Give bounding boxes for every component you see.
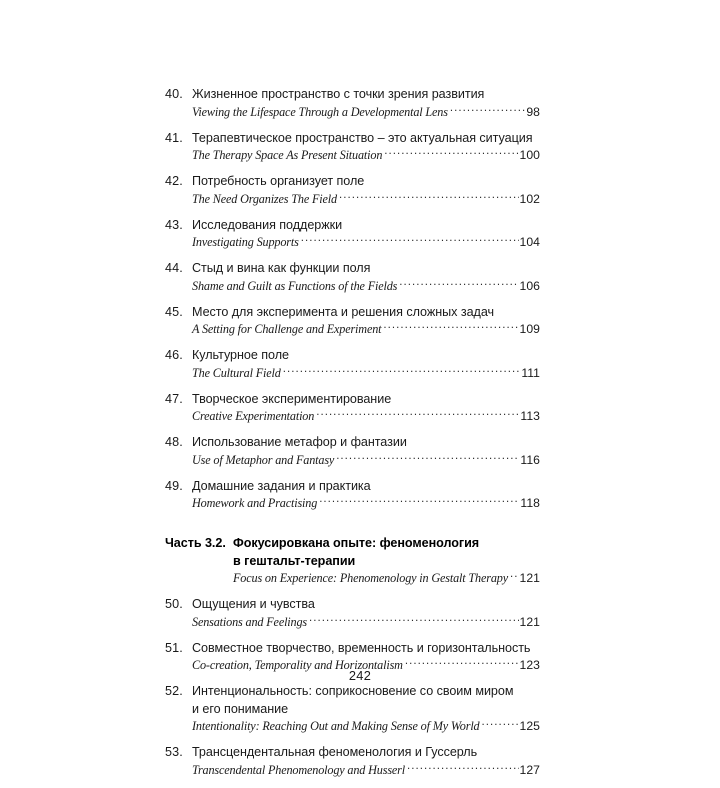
entry-number: 49. — [165, 478, 183, 493]
entry-title-en: Use of Metaphor and Fantasy — [192, 452, 335, 467]
entry-page-number[interactable]: 116 — [520, 452, 540, 467]
toc-entry[interactable] — [165, 683, 540, 735]
toc-entry[interactable] — [165, 744, 540, 779]
entry-title-en: The Therapy Space As Present Situation — [192, 148, 383, 162]
toc-entry[interactable] — [165, 596, 540, 631]
part-title-ru-line2: в гештальт-терапии — [233, 554, 356, 568]
dot-leader — [383, 322, 518, 333]
entry-page-number[interactable]: 121 — [519, 614, 540, 629]
entry-title-en: Intentionality: Reaching Out and Making Sense of My World — [192, 719, 480, 733]
toc-entry[interactable] — [165, 217, 540, 252]
dot-leader — [283, 366, 521, 377]
entry-body — [192, 596, 540, 631]
entry-title-en: A Setting for Challenge and Experiment — [192, 322, 382, 336]
entry-title-en: Shame and Guilt as Functions of the Fields — [192, 278, 398, 293]
entry-page-number[interactable]: 102 — [519, 191, 540, 206]
page-folio: 242 — [348, 668, 372, 683]
entry-title-ru: Жизненное пространство с точки зрения развития — [192, 87, 485, 101]
part-leader-row — [233, 570, 540, 587]
toc-entry[interactable] — [165, 173, 540, 208]
entry-title-en: Viewing the Lifespace Through a Developmental Lens — [192, 104, 448, 119]
dot-leader — [407, 763, 519, 774]
entry-body — [192, 86, 540, 121]
entry-title-ru-line2: и его понимание — [192, 701, 289, 716]
toc-entry[interactable] — [165, 304, 540, 339]
entry-number: 46. — [165, 348, 183, 362]
entry-leader-row — [192, 614, 540, 631]
entry-body — [192, 744, 540, 779]
entry-body — [192, 683, 540, 735]
entry-title-ru: Исследования поддержки — [192, 217, 343, 232]
toc-entry[interactable] — [165, 391, 540, 426]
entry-page-number[interactable]: 127 — [519, 762, 540, 777]
entry-title-ru-line1: Интенциональность: соприкосновение со своим миром — [192, 684, 514, 698]
entry-title-ru: Трансцендентальная феноменология и Гуссерль — [192, 745, 478, 759]
entry-leader-row — [192, 718, 540, 735]
entry-body — [192, 173, 540, 208]
entry-title-ru: Домашние задания и практика — [192, 478, 371, 493]
entry-number: 42. — [165, 174, 183, 188]
entry-leader-row — [192, 104, 540, 121]
entry-number: 48. — [165, 435, 183, 449]
entry-body — [192, 391, 540, 426]
entry-title-en: Transcendental Phenomenology and Husserl — [192, 762, 406, 777]
entry-title-ru: Терапевтическое пространство – это актуальная ситуация — [192, 130, 533, 145]
entry-title-en: Creative Experimentation — [192, 409, 315, 423]
entry-body — [192, 130, 540, 165]
part-page-number[interactable]: 121 — [519, 571, 540, 585]
entry-leader-row — [192, 278, 540, 295]
entry-page-number[interactable]: 125 — [519, 719, 540, 733]
entry-leader-row — [192, 147, 540, 164]
entry-number: 50. — [165, 597, 183, 611]
entry-page-number[interactable]: 100 — [519, 148, 540, 162]
entry-body — [192, 434, 540, 469]
entry-body — [192, 217, 540, 252]
entry-title-ru: Стыд и вина как функции поля — [192, 261, 371, 275]
entry-number: 52. — [165, 684, 183, 698]
dot-leader — [450, 105, 525, 116]
dot-leader — [319, 496, 519, 507]
entry-title-en: Sensations and Feelings — [192, 614, 308, 629]
entry-number: 41. — [165, 130, 183, 145]
entry-title-ru: Место для эксперимента и решения сложных задач — [192, 304, 495, 319]
entry-page-number[interactable]: 111 — [521, 365, 540, 380]
entry-number: 45. — [165, 304, 183, 319]
entry-title-en: Investigating Supports — [192, 235, 299, 249]
entry-leader-row — [192, 234, 540, 251]
dot-leader — [301, 235, 519, 246]
entry-title-en: The Cultural Field — [192, 365, 281, 380]
entry-page-number[interactable]: 104 — [519, 235, 540, 249]
toc-entry[interactable] — [165, 86, 540, 121]
entry-number: 43. — [165, 217, 183, 232]
entry-number: 51. — [165, 640, 183, 655]
toc-entry[interactable] — [165, 260, 540, 295]
entry-title-en: Co-creation, Temporality and Horizontalism — [192, 658, 403, 672]
entry-leader-row — [192, 762, 540, 779]
toc-entry[interactable] — [165, 478, 540, 513]
entry-leader-row — [192, 495, 540, 512]
toc-part-heading[interactable] — [165, 534, 540, 587]
entry-number: 44. — [165, 261, 183, 275]
entry-body — [192, 304, 540, 339]
dot-leader — [510, 571, 519, 582]
entry-title-ru — [192, 683, 540, 718]
entry-leader-row — [192, 191, 540, 208]
part-body — [233, 534, 540, 587]
entry-title-ru: Творческое экспериментирование — [192, 391, 392, 406]
entry-title-ru: Потребность организует поле — [192, 174, 365, 188]
dot-leader — [399, 279, 518, 290]
entry-page-number[interactable]: 123 — [519, 658, 540, 672]
dot-leader — [336, 453, 519, 464]
toc-entry[interactable] — [165, 434, 540, 469]
entry-body — [192, 478, 540, 513]
toc-entry[interactable] — [165, 347, 540, 382]
entry-title-ru: Культурное поле — [192, 348, 289, 362]
entry-leader-row — [192, 408, 540, 425]
dot-leader — [316, 409, 519, 420]
toc-entries-after-part — [165, 596, 540, 779]
entry-page-number[interactable]: 106 — [519, 278, 540, 293]
dot-leader — [309, 615, 518, 626]
part-title-ru — [233, 534, 540, 570]
entry-number: 40. — [165, 87, 183, 101]
dot-leader — [339, 192, 519, 203]
entry-leader-row — [192, 321, 540, 338]
entry-title-ru: Использование метафор и фантазии — [192, 435, 407, 449]
entry-page-number[interactable]: 109 — [519, 322, 540, 336]
part-title-ru-line1: Фокусировкана опыте: феноменология — [233, 536, 480, 550]
toc-entry[interactable] — [165, 130, 540, 165]
entry-number: 47. — [165, 391, 183, 406]
toc-entries-before-part — [165, 86, 540, 512]
entry-page-number[interactable]: 98 — [526, 104, 540, 119]
dot-leader — [482, 719, 519, 730]
part-label: Часть 3.2. — [165, 536, 226, 550]
entry-leader-row — [192, 452, 540, 469]
part-title-en: Focus on Experience: Phenomenology in Gestalt Therapy — [233, 571, 508, 585]
entry-page-number[interactable]: 113 — [520, 409, 540, 423]
entry-title-en: Homework and Practising — [192, 496, 318, 510]
dot-leader — [384, 148, 518, 159]
entry-title-ru: Ощущения и чувства — [192, 597, 315, 611]
entry-page-number[interactable]: 118 — [520, 496, 540, 510]
entry-body — [192, 347, 540, 382]
entry-body — [192, 260, 540, 295]
entry-title-en: The Need Organizes The Field — [192, 191, 337, 206]
entry-leader-row — [192, 365, 540, 382]
entry-number: 53. — [165, 745, 183, 759]
entry-title-ru: Совместное творчество, временность и горизонтальность — [192, 640, 531, 655]
